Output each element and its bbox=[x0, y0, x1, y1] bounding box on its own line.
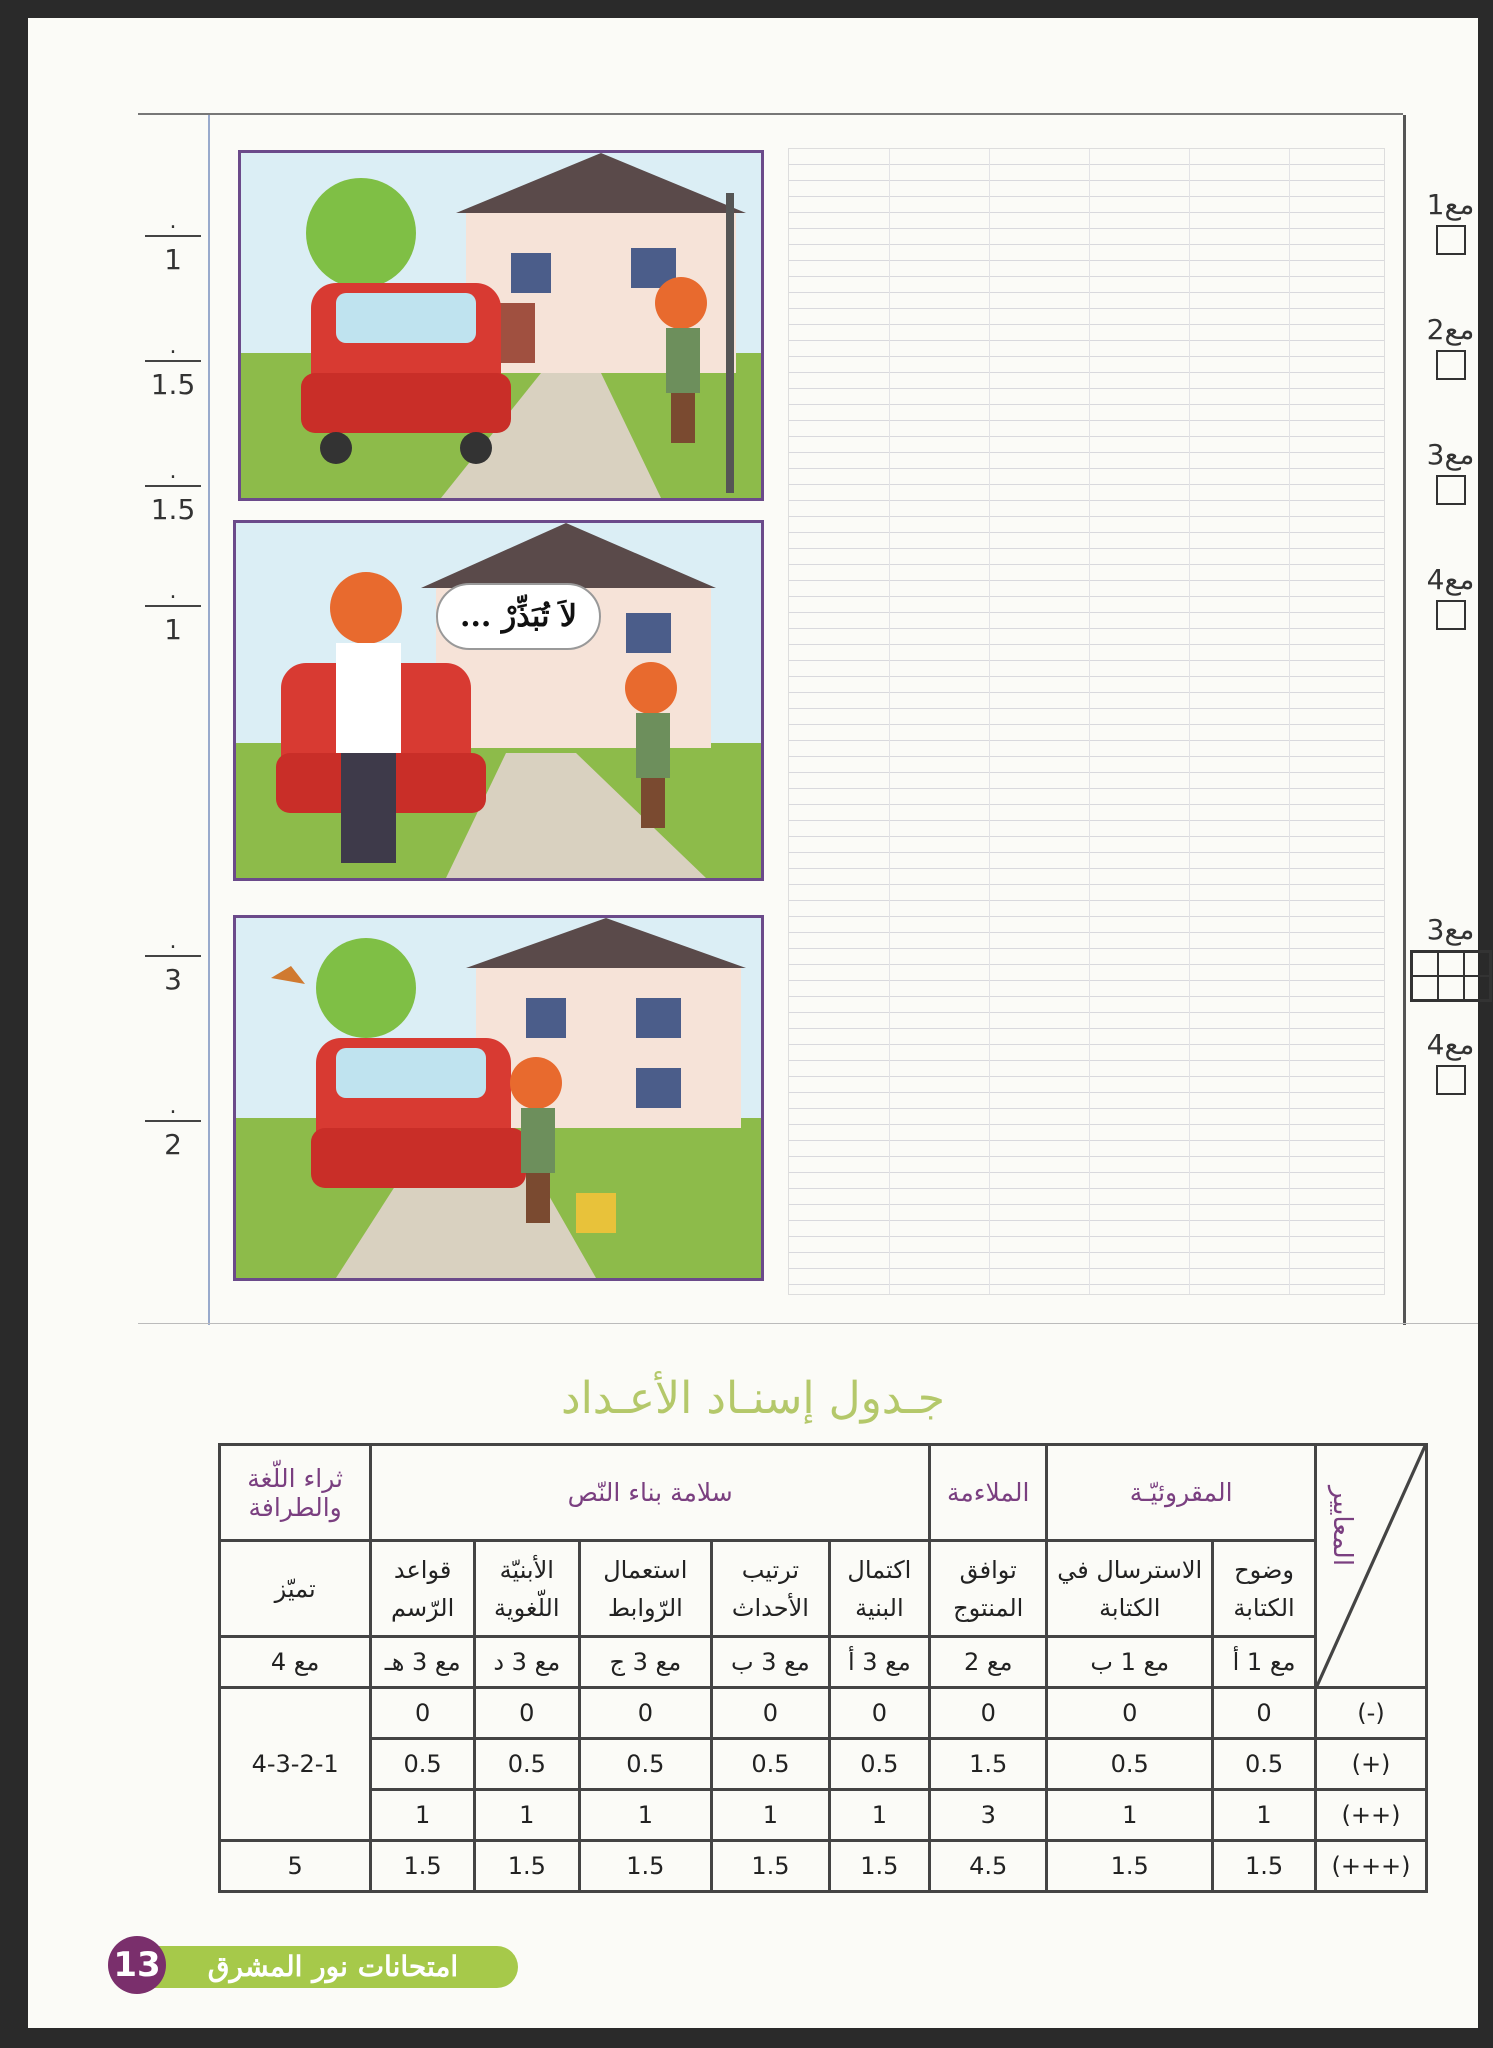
criterion-marker-6: مع4 bbox=[1423, 1028, 1478, 1095]
value-cell: 0 bbox=[1213, 1688, 1316, 1739]
value-cell: 1 bbox=[371, 1790, 475, 1841]
level-cell: (+++) bbox=[1316, 1841, 1427, 1892]
scene-illustration-3 bbox=[236, 918, 761, 1278]
score-2: . 1.5 bbox=[138, 340, 208, 401]
code-cell: مع 3 هـ bbox=[371, 1637, 475, 1688]
criterion-marker-4: مع4 bbox=[1423, 563, 1478, 630]
table-row bbox=[220, 1739, 1427, 1790]
level-cell: (-) bbox=[1316, 1688, 1427, 1739]
sub-order: ترتيب الأحداث bbox=[712, 1541, 830, 1637]
code-cell: مع 3 ب bbox=[712, 1637, 830, 1688]
footer-brand: امتحانات نور المشرق bbox=[148, 1946, 518, 1988]
value-cell: 1 bbox=[829, 1790, 929, 1841]
value-cell: 0 bbox=[475, 1688, 580, 1739]
criterion-marker-3: مع3 bbox=[1423, 438, 1478, 505]
value-cell: 1.5 bbox=[829, 1841, 929, 1892]
value-cell: 0.5 bbox=[1047, 1739, 1213, 1790]
value-cell: 0.5 bbox=[371, 1739, 475, 1790]
value-cell: 1 bbox=[712, 1790, 830, 1841]
value-cell: 3 bbox=[930, 1790, 1047, 1841]
criterion-marker-1: مع1 bbox=[1423, 188, 1478, 255]
sub-links: استعمال الرّوابط bbox=[579, 1541, 712, 1637]
sub-excellence: تميّز bbox=[220, 1541, 371, 1637]
value-cell: 1 bbox=[579, 1790, 712, 1841]
score-5: . 3 bbox=[138, 935, 208, 996]
code-cell: مع 1 أ bbox=[1213, 1637, 1316, 1688]
sub-product: توافق المنتوج bbox=[930, 1541, 1047, 1637]
value-cell: 0 bbox=[371, 1688, 475, 1739]
value-cell: 0 bbox=[1047, 1688, 1213, 1739]
checkbox[interactable] bbox=[1436, 225, 1466, 255]
score-3: . 1.5 bbox=[138, 465, 208, 526]
sub-structure: اكتمال البنية bbox=[829, 1541, 929, 1637]
value-cell: 1.5 bbox=[712, 1841, 830, 1892]
sub-flow: الاسترسال في الكتابة bbox=[1047, 1541, 1213, 1637]
value-cell: 1.5 bbox=[475, 1841, 580, 1892]
writing-lines[interactable] bbox=[788, 148, 1385, 1295]
value-cell: 1.5 bbox=[1213, 1841, 1316, 1892]
checkbox[interactable] bbox=[1436, 600, 1466, 630]
criterion-marker-2: مع2 bbox=[1423, 313, 1478, 380]
code-cell: مع 3 د bbox=[475, 1637, 580, 1688]
code-cell: مع 2 bbox=[930, 1637, 1047, 1688]
section-divider bbox=[138, 1323, 1478, 1324]
page-footer bbox=[108, 1936, 528, 1994]
value-cell: 0.5 bbox=[829, 1739, 929, 1790]
checkbox[interactable] bbox=[1436, 475, 1466, 505]
value-cell: 0 bbox=[579, 1688, 712, 1739]
speech-bubble: لاَ تُبَذِّرْ ... bbox=[436, 583, 601, 650]
code-cell: مع 1 ب bbox=[1047, 1637, 1213, 1688]
value-cell: 0 bbox=[829, 1688, 929, 1739]
value-cell: 1 bbox=[475, 1790, 580, 1841]
value-cell: 4.5 bbox=[930, 1841, 1047, 1892]
criterion-marker-5: مع3 bbox=[1408, 913, 1493, 1002]
scene-illustration-1 bbox=[241, 153, 761, 498]
table-row bbox=[220, 1688, 1427, 1739]
table-title: جـدول إسنـاد الأعـداد bbox=[560, 1373, 945, 1424]
code-cell: مع 4 bbox=[220, 1637, 371, 1688]
score-1: . 1 bbox=[138, 215, 208, 276]
grading-table bbox=[218, 1443, 1428, 1893]
page-number: 13 bbox=[108, 1936, 166, 1994]
group-readability: المقروئيّـة bbox=[1047, 1445, 1316, 1541]
enrichment-span-cell: 4-3-2-1 bbox=[220, 1688, 371, 1841]
value-cell: 1 bbox=[1213, 1790, 1316, 1841]
checkbox[interactable] bbox=[1436, 350, 1466, 380]
value-cell: 1.5 bbox=[930, 1739, 1047, 1790]
level-cell: (++) bbox=[1316, 1790, 1427, 1841]
value-cell: 0 bbox=[930, 1688, 1047, 1739]
group-text-integrity: سلامة بناء النّص bbox=[371, 1445, 930, 1541]
value-cell: 1 bbox=[1047, 1790, 1213, 1841]
scene-illustration-2 bbox=[236, 523, 761, 878]
value-cell: 0 bbox=[712, 1688, 830, 1739]
code-cell: مع 3 ج bbox=[579, 1637, 712, 1688]
value-cell: 0.5 bbox=[712, 1739, 830, 1790]
sub-spelling: قواعد الرّسم bbox=[371, 1541, 475, 1637]
score-4: . 1 bbox=[138, 585, 208, 646]
level-cell: (+) bbox=[1316, 1739, 1427, 1790]
group-enrichment: ثراء اللّغة والطرافة bbox=[220, 1445, 371, 1541]
sub-clarity: وضوح الكتابة bbox=[1213, 1541, 1316, 1637]
workbook-page bbox=[28, 18, 1478, 2028]
check-grid[interactable] bbox=[1410, 950, 1492, 1002]
value-cell: 0.5 bbox=[579, 1739, 712, 1790]
value-cell: 1.5 bbox=[1047, 1841, 1213, 1892]
code-cell: مع 3 أ bbox=[829, 1637, 929, 1688]
sub-linguistic: الأبنيّة اللّغوية bbox=[475, 1541, 580, 1637]
enrichment-last-cell: 5 bbox=[220, 1841, 371, 1892]
criteria-header-cell bbox=[1316, 1445, 1427, 1688]
score-6: . 2 bbox=[138, 1100, 208, 1161]
value-cell: 0.5 bbox=[1213, 1739, 1316, 1790]
value-cell: 1.5 bbox=[579, 1841, 712, 1892]
picture-car-wash-1 bbox=[238, 150, 764, 501]
checkbox[interactable] bbox=[1436, 1065, 1466, 1095]
picture-car-wash-2 bbox=[233, 520, 764, 881]
picture-car-wash-3 bbox=[233, 915, 764, 1281]
table-row bbox=[220, 1841, 1427, 1892]
value-cell: 1.5 bbox=[371, 1841, 475, 1892]
value-cell: 0.5 bbox=[475, 1739, 580, 1790]
group-relevance: الملاءمة bbox=[930, 1445, 1047, 1541]
criteria-label: المعايير bbox=[1327, 1486, 1357, 1567]
table-row bbox=[220, 1790, 1427, 1841]
